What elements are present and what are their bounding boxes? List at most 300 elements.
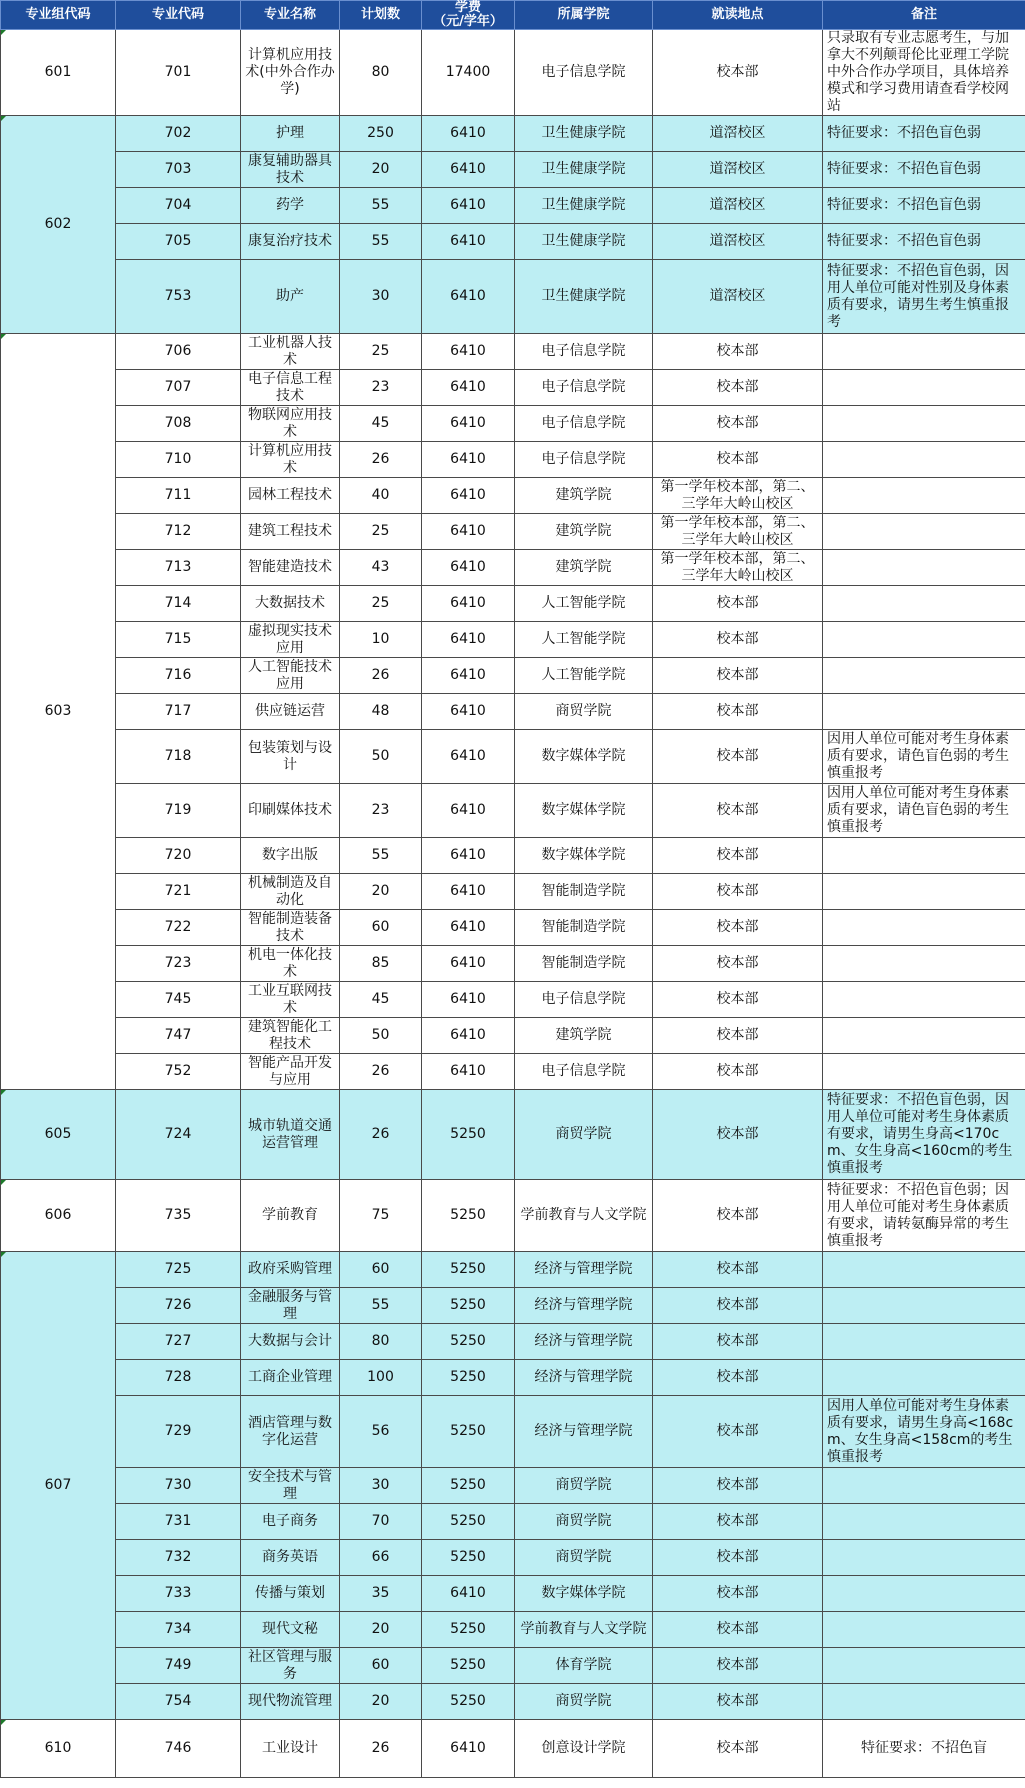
- major-code-cell: 716: [116, 658, 241, 694]
- college-cell: 人工智能学院: [515, 622, 653, 658]
- group-code-cell: 601: [1, 30, 116, 116]
- fee-cell: 6410: [422, 1054, 515, 1090]
- college-cell: 建筑学院: [515, 514, 653, 550]
- major-name-cell: 护理: [241, 116, 340, 152]
- college-cell: 经济与管理学院: [515, 1396, 653, 1468]
- major-name-cell: 政府采购管理: [241, 1252, 340, 1288]
- table-row: [1, 152, 1025, 188]
- plan-cell: 25: [340, 334, 422, 370]
- major-code-cell: 728: [116, 1360, 241, 1396]
- note-cell: [823, 1324, 1025, 1360]
- table-row: [1, 1090, 1025, 1180]
- note-cell: [823, 946, 1025, 982]
- note-cell: [823, 550, 1025, 586]
- plan-cell: 10: [340, 622, 422, 658]
- plan-cell: 50: [340, 730, 422, 784]
- plan-cell: 26: [340, 1720, 422, 1778]
- major-code-cell: 723: [116, 946, 241, 982]
- note-cell: 因用人单位可能对考生身体素质有要求，请色盲色弱的考生慎重报考: [823, 730, 1025, 784]
- plan-cell: 48: [340, 694, 422, 730]
- college-cell: 经济与管理学院: [515, 1360, 653, 1396]
- fee-cell: 6410: [422, 622, 515, 658]
- major-code-cell: 721: [116, 874, 241, 910]
- header-fee: 学费 （元/学年）: [422, 1, 515, 30]
- major-code-cell: 730: [116, 1468, 241, 1504]
- table-row: [1, 1576, 1025, 1612]
- fee-cell: 6410: [422, 694, 515, 730]
- campus-cell: 校本部: [653, 694, 823, 730]
- note-cell: 只录取有专业志愿考生，与加拿大不列颠哥伦比亚理工学院中外合作办学项目，具体培养模式和学习费用请查看学校网站: [823, 30, 1025, 116]
- plan-cell: 60: [340, 1648, 422, 1684]
- major-code-cell: 722: [116, 910, 241, 946]
- campus-cell: 校本部: [653, 1540, 823, 1576]
- fee-cell: 5250: [422, 1288, 515, 1324]
- note-cell: 特征要求：不招色盲色弱: [823, 188, 1025, 224]
- note-cell: [823, 442, 1025, 478]
- campus-cell: 校本部: [653, 910, 823, 946]
- college-cell: 卫生健康学院: [515, 188, 653, 224]
- note-cell: [823, 1540, 1025, 1576]
- major-name-cell: 电子商务: [241, 1504, 340, 1540]
- major-name-cell: 供应链运营: [241, 694, 340, 730]
- campus-cell: 校本部: [653, 1360, 823, 1396]
- major-code-cell: 720: [116, 838, 241, 874]
- major-code-cell: 749: [116, 1648, 241, 1684]
- table-row: [1, 406, 1025, 442]
- major-name-cell: 学前教育: [241, 1180, 340, 1252]
- table-body: [1, 30, 1025, 1778]
- fee-cell: 5250: [422, 1540, 515, 1576]
- fee-cell: 5250: [422, 1396, 515, 1468]
- plan-cell: 35: [340, 1576, 422, 1612]
- college-cell: 学前教育与人文学院: [515, 1612, 653, 1648]
- fee-cell: 6410: [422, 116, 515, 152]
- group-code-cell: 605: [1, 1090, 116, 1180]
- major-code-cell: 710: [116, 442, 241, 478]
- plan-cell: 55: [340, 838, 422, 874]
- college-cell: 数字媒体学院: [515, 730, 653, 784]
- campus-cell: 校本部: [653, 1018, 823, 1054]
- fee-cell: 5250: [422, 1648, 515, 1684]
- fee-cell: 6410: [422, 406, 515, 442]
- major-name-cell: 安全技术与管理: [241, 1468, 340, 1504]
- major-name-cell: 电子信息工程技术: [241, 370, 340, 406]
- plan-cell: 26: [340, 1054, 422, 1090]
- campus-cell: 校本部: [653, 946, 823, 982]
- note-cell: [823, 910, 1025, 946]
- major-code-cell: 712: [116, 514, 241, 550]
- campus-cell: 道滘校区: [653, 260, 823, 334]
- major-code-cell: 725: [116, 1252, 241, 1288]
- campus-cell: 第一学年校本部，第二、三学年大岭山校区: [653, 514, 823, 550]
- campus-cell: 校本部: [653, 1324, 823, 1360]
- major-name-cell: 康复辅助器具技术: [241, 152, 340, 188]
- plan-cell: 55: [340, 224, 422, 260]
- major-code-cell: 707: [116, 370, 241, 406]
- note-cell: [823, 622, 1025, 658]
- major-code-cell: 711: [116, 478, 241, 514]
- major-name-cell: 机电一体化技术: [241, 946, 340, 982]
- plan-cell: 45: [340, 982, 422, 1018]
- major-code-cell: 745: [116, 982, 241, 1018]
- note-cell: [823, 1612, 1025, 1648]
- note-cell: [823, 406, 1025, 442]
- plan-cell: 70: [340, 1504, 422, 1540]
- note-cell: [823, 1360, 1025, 1396]
- fee-cell: 6410: [422, 1576, 515, 1612]
- fee-cell: 6410: [422, 224, 515, 260]
- major-code-cell: 731: [116, 1504, 241, 1540]
- college-cell: 智能制造学院: [515, 946, 653, 982]
- plan-cell: 30: [340, 260, 422, 334]
- college-cell: 商贸学院: [515, 1468, 653, 1504]
- table-row: [1, 224, 1025, 260]
- major-name-cell: 城市轨道交通运营管理: [241, 1090, 340, 1180]
- table-row: [1, 658, 1025, 694]
- major-code-cell: 705: [116, 224, 241, 260]
- note-cell: [823, 1468, 1025, 1504]
- college-cell: 商贸学院: [515, 1684, 653, 1720]
- fee-cell: 6410: [422, 514, 515, 550]
- plan-cell: 25: [340, 586, 422, 622]
- fee-cell: 6410: [422, 260, 515, 334]
- college-cell: 人工智能学院: [515, 658, 653, 694]
- major-code-cell: 708: [116, 406, 241, 442]
- plan-cell: 40: [340, 478, 422, 514]
- fee-cell: 6410: [422, 1720, 515, 1778]
- major-code-cell: 713: [116, 550, 241, 586]
- college-cell: 人工智能学院: [515, 586, 653, 622]
- campus-cell: 校本部: [653, 1504, 823, 1540]
- fee-cell: 5250: [422, 1180, 515, 1252]
- table-row: [1, 1684, 1025, 1720]
- note-cell: [823, 1576, 1025, 1612]
- major-code-cell: 729: [116, 1396, 241, 1468]
- header-row: [1, 1, 1025, 30]
- table-row: [1, 1288, 1025, 1324]
- campus-cell: 道滘校区: [653, 152, 823, 188]
- major-name-cell: 计算机应用技术: [241, 442, 340, 478]
- major-name-cell: 工业互联网技术: [241, 982, 340, 1018]
- fee-cell: 6410: [422, 982, 515, 1018]
- major-code-cell: 746: [116, 1720, 241, 1778]
- fee-cell: 5250: [422, 1252, 515, 1288]
- note-cell: 特征要求：不招色盲色弱，因用人单位可能对考生身体素质有要求，请男生身高<170cm、女生身高<160cm的考生慎重报考: [823, 1090, 1025, 1180]
- note-cell: 特征要求：不招色盲: [823, 1720, 1025, 1778]
- campus-cell: 校本部: [653, 442, 823, 478]
- plan-cell: 80: [340, 30, 422, 116]
- major-name-cell: 社区管理与服务: [241, 1648, 340, 1684]
- college-cell: 电子信息学院: [515, 334, 653, 370]
- college-cell: 智能制造学院: [515, 910, 653, 946]
- campus-cell: 校本部: [653, 406, 823, 442]
- header-major-code: 专业代码: [116, 1, 241, 30]
- major-name-cell: 包装策划与设计: [241, 730, 340, 784]
- table-row: [1, 1648, 1025, 1684]
- fee-cell: 6410: [422, 188, 515, 224]
- major-name-cell: 智能制造装备技术: [241, 910, 340, 946]
- group-code-cell: 603: [1, 334, 116, 1090]
- plan-cell: 43: [340, 550, 422, 586]
- table-row: [1, 30, 1025, 116]
- table-row: [1, 874, 1025, 910]
- major-name-cell: 工业设计: [241, 1720, 340, 1778]
- plan-cell: 25: [340, 514, 422, 550]
- college-cell: 电子信息学院: [515, 370, 653, 406]
- college-cell: 商贸学院: [515, 1090, 653, 1180]
- note-cell: 特征要求：不招色盲色弱: [823, 152, 1025, 188]
- major-name-cell: 建筑工程技术: [241, 514, 340, 550]
- major-name-cell: 园林工程技术: [241, 478, 340, 514]
- major-code-cell: 733: [116, 1576, 241, 1612]
- major-name-cell: 现代物流管理: [241, 1684, 340, 1720]
- college-cell: 卫生健康学院: [515, 116, 653, 152]
- plan-cell: 26: [340, 658, 422, 694]
- header-major-name: 专业名称: [241, 1, 340, 30]
- table-row: [1, 1018, 1025, 1054]
- note-cell: [823, 1504, 1025, 1540]
- college-cell: 卫生健康学院: [515, 224, 653, 260]
- campus-cell: 校本部: [653, 874, 823, 910]
- major-code-cell: 734: [116, 1612, 241, 1648]
- table-row: [1, 1540, 1025, 1576]
- header-note: 备注: [823, 1, 1025, 30]
- note-cell: [823, 874, 1025, 910]
- note-cell: 因用人单位可能对考生身体素质有要求，请色盲色弱的考生慎重报考: [823, 784, 1025, 838]
- campus-cell: 校本部: [653, 1288, 823, 1324]
- major-code-cell: 718: [116, 730, 241, 784]
- table-row: [1, 784, 1025, 838]
- group-code-cell: 607: [1, 1252, 116, 1720]
- fee-cell: 6410: [422, 478, 515, 514]
- college-cell: 电子信息学院: [515, 442, 653, 478]
- major-name-cell: 智能建造技术: [241, 550, 340, 586]
- fee-cell: 6410: [422, 1018, 515, 1054]
- table-row: [1, 1054, 1025, 1090]
- campus-cell: 校本部: [653, 658, 823, 694]
- college-cell: 智能制造学院: [515, 874, 653, 910]
- plan-cell: 23: [340, 784, 422, 838]
- major-code-cell: 735: [116, 1180, 241, 1252]
- college-cell: 经济与管理学院: [515, 1324, 653, 1360]
- campus-cell: 校本部: [653, 838, 823, 874]
- major-name-cell: 数字出版: [241, 838, 340, 874]
- college-cell: 卫生健康学院: [515, 260, 653, 334]
- plan-cell: 20: [340, 1684, 422, 1720]
- campus-cell: 第一学年校本部，第二、三学年大岭山校区: [653, 550, 823, 586]
- table-row: [1, 478, 1025, 514]
- table-row: [1, 1252, 1025, 1288]
- fee-cell: 6410: [422, 370, 515, 406]
- major-name-cell: 人工智能技术应用: [241, 658, 340, 694]
- college-cell: 商贸学院: [515, 1504, 653, 1540]
- college-cell: 学前教育与人文学院: [515, 1180, 653, 1252]
- major-name-cell: 现代文秘: [241, 1612, 340, 1648]
- major-name-cell: 物联网应用技术: [241, 406, 340, 442]
- table-row: [1, 1612, 1025, 1648]
- fee-cell: 6410: [422, 658, 515, 694]
- campus-cell: 校本部: [653, 1648, 823, 1684]
- fee-cell: 6410: [422, 946, 515, 982]
- table-row: [1, 838, 1025, 874]
- campus-cell: 校本部: [653, 30, 823, 116]
- major-code-cell: 703: [116, 152, 241, 188]
- note-cell: [823, 370, 1025, 406]
- campus-cell: 校本部: [653, 730, 823, 784]
- table-row: [1, 910, 1025, 946]
- plan-cell: 250: [340, 116, 422, 152]
- major-name-cell: 工商企业管理: [241, 1360, 340, 1396]
- campus-cell: 道滘校区: [653, 188, 823, 224]
- major-name-cell: 康复治疗技术: [241, 224, 340, 260]
- plan-cell: 60: [340, 1252, 422, 1288]
- plan-cell: 85: [340, 946, 422, 982]
- table-row: [1, 1396, 1025, 1468]
- plan-cell: 100: [340, 1360, 422, 1396]
- table-row: [1, 946, 1025, 982]
- fee-cell: 6410: [422, 838, 515, 874]
- campus-cell: 校本部: [653, 334, 823, 370]
- college-cell: 体育学院: [515, 1648, 653, 1684]
- campus-cell: 校本部: [653, 586, 823, 622]
- note-cell: 特征要求：不招色盲色弱，因用人单位可能对性别及身体素质有要求，请男生考生慎重报考: [823, 260, 1025, 334]
- major-code-cell: 753: [116, 260, 241, 334]
- note-cell: [823, 1054, 1025, 1090]
- table-row: [1, 188, 1025, 224]
- college-cell: 创意设计学院: [515, 1720, 653, 1778]
- campus-cell: 校本部: [653, 1468, 823, 1504]
- fee-cell: 5250: [422, 1324, 515, 1360]
- table-row: [1, 586, 1025, 622]
- fee-cell: 6410: [422, 442, 515, 478]
- group-code-cell: 606: [1, 1180, 116, 1252]
- note-cell: [823, 1684, 1025, 1720]
- note-cell: [823, 1252, 1025, 1288]
- plan-cell: 60: [340, 910, 422, 946]
- major-name-cell: 传播与策划: [241, 1576, 340, 1612]
- college-cell: 电子信息学院: [515, 30, 653, 116]
- major-code-cell: 715: [116, 622, 241, 658]
- college-cell: 电子信息学院: [515, 406, 653, 442]
- fee-cell: 6410: [422, 586, 515, 622]
- table-row: [1, 370, 1025, 406]
- major-code-cell: 747: [116, 1018, 241, 1054]
- major-code-cell: 726: [116, 1288, 241, 1324]
- college-cell: 建筑学院: [515, 478, 653, 514]
- major-name-cell: 印刷媒体技术: [241, 784, 340, 838]
- fee-cell: 17400: [422, 30, 515, 116]
- major-code-cell: 701: [116, 30, 241, 116]
- fee-cell: 5250: [422, 1684, 515, 1720]
- major-name-cell: 计算机应用技术(中外合作办学): [241, 30, 340, 116]
- table-row: [1, 730, 1025, 784]
- college-cell: 经济与管理学院: [515, 1288, 653, 1324]
- note-cell: [823, 694, 1025, 730]
- major-name-cell: 虚拟现实技术应用: [241, 622, 340, 658]
- major-name-cell: 金融服务与管理: [241, 1288, 340, 1324]
- college-cell: 电子信息学院: [515, 1054, 653, 1090]
- header-campus: 就读地点: [653, 1, 823, 30]
- college-cell: 数字媒体学院: [515, 838, 653, 874]
- college-cell: 卫生健康学院: [515, 152, 653, 188]
- table-row: [1, 116, 1025, 152]
- table-row: [1, 1180, 1025, 1252]
- major-code-cell: 732: [116, 1540, 241, 1576]
- note-cell: [823, 658, 1025, 694]
- campus-cell: 道滘校区: [653, 224, 823, 260]
- fee-cell: 5250: [422, 1612, 515, 1648]
- plan-cell: 26: [340, 442, 422, 478]
- major-name-cell: 酒店管理与数字化运营: [241, 1396, 340, 1468]
- major-code-cell: 706: [116, 334, 241, 370]
- major-code-cell: 724: [116, 1090, 241, 1180]
- table-row: [1, 982, 1025, 1018]
- plan-cell: 20: [340, 152, 422, 188]
- campus-cell: 校本部: [653, 1612, 823, 1648]
- plan-cell: 20: [340, 874, 422, 910]
- campus-cell: 校本部: [653, 370, 823, 406]
- note-cell: [823, 334, 1025, 370]
- plan-cell: 55: [340, 1288, 422, 1324]
- plan-cell: 80: [340, 1324, 422, 1360]
- college-cell: 建筑学院: [515, 1018, 653, 1054]
- plan-cell: 55: [340, 188, 422, 224]
- note-cell: 特征要求：不招色盲色弱；因用人单位可能对考生身体素质有要求，请转氨酶异常的考生慎重报考: [823, 1180, 1025, 1252]
- note-cell: [823, 838, 1025, 874]
- fee-cell: 6410: [422, 730, 515, 784]
- major-name-cell: 助产: [241, 260, 340, 334]
- plan-cell: 45: [340, 406, 422, 442]
- major-code-cell: 714: [116, 586, 241, 622]
- plan-cell: 30: [340, 1468, 422, 1504]
- note-cell: 因用人单位可能对考生身体素质有要求，请男生身高<168cm、女生身高<158cm的考生慎重报考: [823, 1396, 1025, 1468]
- college-cell: 数字媒体学院: [515, 784, 653, 838]
- table-row: [1, 514, 1025, 550]
- fee-cell: 5250: [422, 1468, 515, 1504]
- table-row: [1, 442, 1025, 478]
- table-row: [1, 1504, 1025, 1540]
- note-cell: [823, 1018, 1025, 1054]
- campus-cell: 校本部: [653, 1684, 823, 1720]
- campus-cell: 校本部: [653, 1054, 823, 1090]
- fee-cell: 6410: [422, 550, 515, 586]
- note-cell: [823, 982, 1025, 1018]
- college-cell: 商贸学院: [515, 694, 653, 730]
- table-row: [1, 550, 1025, 586]
- table-row: [1, 260, 1025, 334]
- campus-cell: 校本部: [653, 1090, 823, 1180]
- fee-cell: 6410: [422, 784, 515, 838]
- table-row: [1, 694, 1025, 730]
- major-name-cell: 智能产品开发与应用: [241, 1054, 340, 1090]
- campus-cell: 校本部: [653, 1720, 823, 1778]
- plan-cell: 56: [340, 1396, 422, 1468]
- major-code-cell: 727: [116, 1324, 241, 1360]
- college-cell: 商贸学院: [515, 1540, 653, 1576]
- note-cell: [823, 586, 1025, 622]
- campus-cell: 校本部: [653, 1180, 823, 1252]
- major-code-cell: 754: [116, 1684, 241, 1720]
- fee-cell: 5250: [422, 1504, 515, 1540]
- major-code-cell: 719: [116, 784, 241, 838]
- fee-cell: 6410: [422, 152, 515, 188]
- major-code-cell: 702: [116, 116, 241, 152]
- campus-cell: 第一学年校本部，第二、三学年大岭山校区: [653, 478, 823, 514]
- major-name-cell: 建筑智能化工程技术: [241, 1018, 340, 1054]
- major-code-cell: 717: [116, 694, 241, 730]
- fee-cell: 5250: [422, 1360, 515, 1396]
- major-name-cell: 大数据技术: [241, 586, 340, 622]
